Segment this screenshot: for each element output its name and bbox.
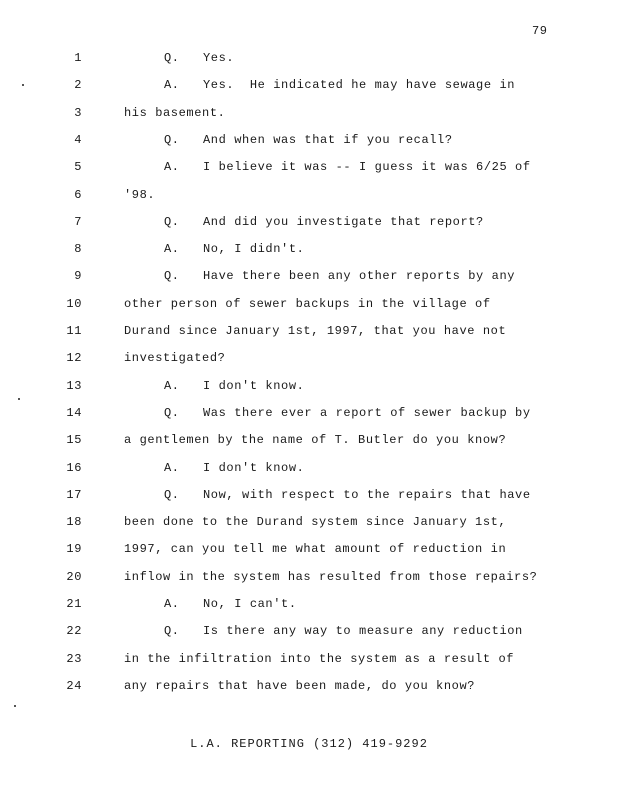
line-number: 1 — [74, 51, 82, 65]
transcript-line — [0, 570, 618, 590]
line-number: 5 — [74, 160, 82, 175]
transcript-line — [0, 351, 618, 371]
line-text: Q. And when was that if you recall? — [164, 132, 453, 147]
line-number: 9 — [74, 269, 82, 284]
transcript-line — [0, 106, 618, 126]
line-text: in the infiltration into the system as a result of — [124, 651, 515, 666]
transcript-line — [0, 297, 618, 317]
transcript-line — [0, 242, 618, 262]
line-number: 23 — [66, 651, 82, 666]
transcript-line — [0, 679, 618, 699]
line-number: 24 — [66, 678, 82, 693]
scan-speck — [14, 705, 16, 707]
transcript-line — [0, 433, 618, 453]
transcript-line — [0, 160, 618, 180]
scan-speck — [22, 84, 24, 86]
transcript-line — [0, 78, 618, 98]
line-text: A. I don't know. — [164, 460, 305, 475]
transcript-line — [0, 488, 618, 508]
line-number: 4 — [74, 132, 82, 147]
line-text: other person of sewer backups in the village of — [124, 296, 491, 311]
line-number: 21 — [66, 597, 82, 611]
line-number: 3 — [74, 105, 82, 120]
transcript-line — [0, 461, 618, 481]
transcript-line — [0, 624, 618, 644]
line-text: A. I don't know. — [164, 378, 305, 393]
line-text: a gentlemen by the name of T. Butler do you know? — [124, 433, 507, 448]
line-number: 8 — [74, 242, 82, 257]
line-number: 16 — [66, 460, 82, 475]
line-text: A. No, I didn't. — [164, 242, 305, 257]
line-text: investigated? — [124, 351, 226, 366]
line-number: 20 — [66, 569, 82, 584]
line-number: 7 — [74, 214, 82, 229]
line-number: 17 — [66, 487, 82, 502]
line-text: A. No, I can't. — [164, 597, 297, 611]
page-number: 79 — [532, 24, 548, 38]
transcript-line — [0, 133, 618, 153]
transcript-line — [0, 269, 618, 289]
line-text: Durand since January 1st, 1997, that you have not — [124, 324, 507, 338]
transcript-line — [0, 406, 618, 426]
line-text: '98. — [124, 187, 156, 202]
transcript-line — [0, 188, 618, 208]
line-text: Q. Yes. — [164, 51, 235, 65]
transcript-line — [0, 597, 618, 617]
line-text: A. I believe it was -- I guess it was 6/25 of — [164, 160, 531, 175]
line-number: 22 — [66, 624, 82, 639]
line-number: 12 — [66, 351, 82, 366]
transcript-line — [0, 51, 618, 71]
transcript-line — [0, 652, 618, 672]
line-text: his basement. — [124, 105, 226, 120]
line-text: Q. Is there any way to measure any reduction — [164, 624, 523, 639]
line-number: 15 — [66, 433, 82, 448]
transcript-line — [0, 515, 618, 535]
line-text: inflow in the system has resulted from those repairs? — [124, 569, 538, 584]
line-number: 14 — [66, 405, 82, 420]
line-text: any repairs that have been made, do you know? — [124, 678, 476, 693]
line-number: 19 — [66, 542, 82, 557]
line-text: Q. Now, with respect to the repairs that have — [164, 487, 531, 502]
transcript-line — [0, 324, 618, 344]
line-number: 10 — [66, 296, 82, 311]
reporter-footer: L.A. REPORTING (312) 419-9292 — [190, 737, 428, 751]
line-text: been done to the Durand system since January 1st, — [124, 515, 507, 530]
transcript-line — [0, 542, 618, 562]
transcript-line — [0, 215, 618, 235]
line-text: Q. Was there ever a report of sewer backup by — [164, 405, 531, 420]
line-number: 18 — [66, 515, 82, 530]
line-text: Q. And did you investigate that report? — [164, 214, 484, 229]
line-number: 6 — [74, 187, 82, 202]
line-number: 2 — [74, 78, 82, 93]
line-text: A. Yes. He indicated he may have sewage in — [164, 78, 516, 93]
line-number: 11 — [66, 324, 82, 338]
line-number: 13 — [66, 378, 82, 393]
line-text: Q. Have there been any other reports by any — [164, 269, 516, 284]
transcript-line — [0, 379, 618, 399]
scan-speck — [18, 398, 20, 400]
line-text: 1997, can you tell me what amount of reduction in — [124, 542, 507, 557]
